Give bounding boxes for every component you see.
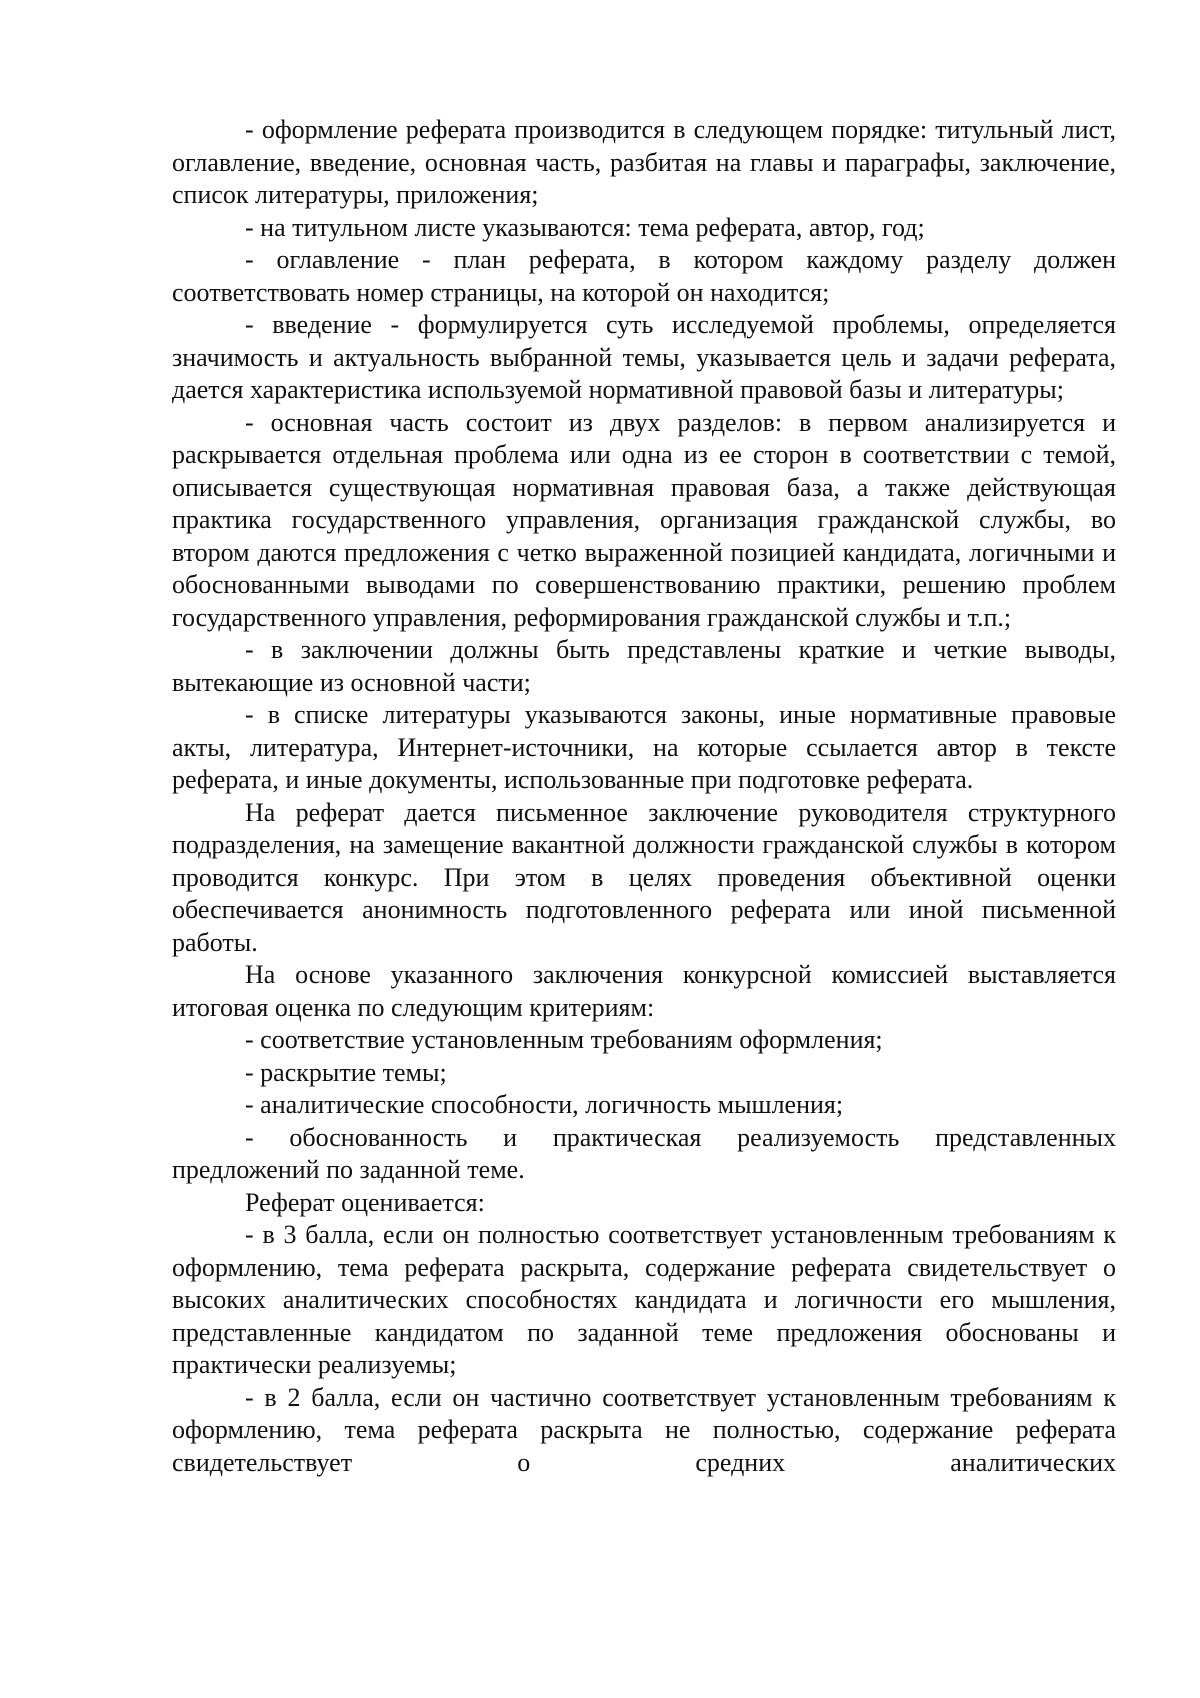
paragraph-criteria-intro: На основе указанного заключения конкурсной комиссией выставляется итоговая оценка по следующим критериям: (172, 960, 1116, 1022)
document-page (172, 114, 1116, 1479)
paragraph-evaluation-intro: Реферат оценивается: (245, 1187, 485, 1217)
paragraph-formatting-order: - оформление реферата производится в следующем порядке: титульный лист, оглавление, введение, основная часть, разбитая на главы и параграфы, заключение, список литературы, приложения; (172, 115, 1116, 209)
paragraph-introduction: - введение - формулируется суть исследуемой проблемы, определяется значимость и актуальность выбранной темы, указывается цель и задачи реферата, дается характеристика используемой нормативной правовой базы и литературы; (172, 310, 1116, 404)
paragraph-score-3: - в 3 балла, если он полностью соответствует установленным требованиям к оформлению, тема реферата раскрыта, содержание реферата свидетельствует о высоких аналитических способностях кандидата и логичности его мышления, представленные кандидатом по заданной теме предложения обоснованы и практически реализуемы; (172, 1220, 1116, 1379)
paragraph-score-2: - в 2 балла, если он частично соответствует установленным требованиям к оформлению, тема реферата раскрыта не полностью, содержание реферата свидетельствует о средних аналитических (172, 1382, 1116, 1477)
paragraph-table-of-contents: - оглавление - план реферата, в котором каждому разделу должен соответствовать номер страницы, на которой он находится; (172, 245, 1116, 307)
paragraph-review: На реферат дается письменное заключение руководителя структурного подразделения, на замещение вакантной должности гражданской службы в котором проводится конкурс. При этом в целях проведения объективной оценки обеспечивается анонимность подготовленного реферата или иной письменной работы. (172, 797, 1116, 957)
paragraph-title-page: - на титульном листе указываются: тема реферата, автор, год; (245, 212, 925, 242)
paragraph-criterion-formatting: - соответствие установленным требованиям оформления; (245, 1025, 883, 1054)
paragraph-criterion-topic: - раскрытие темы; (245, 1057, 447, 1087)
paragraph-main-part: - основная часть состоит из двух разделов: в первом анализируется и раскрывается отдельная проблема или одна из ее сторон в соответствии с темой, описывается существующая нормативная правовая база, а также действующая практика государственного управления, организация гражданской службы, во втором даются предложения с четко выраженной позицией кандидата, логичными и обоснованными выводами по совершенствованию практики, решению проблем государственного управления, реформирования гражданской службы и т.п.; (172, 407, 1116, 632)
paragraph-criterion-analytics: - аналитические способности, логичность мышления; (245, 1090, 844, 1119)
paragraph-criterion-validity: - обоснованность и практическая реализуемость представленных предложений по заданной теме. (172, 1122, 1116, 1184)
paragraph-bibliography: - в списке литературы указываются законы, иные нормативные правовые акты, литература, Интернет-источники, на которые ссылается автор в тексте реферата, и иные документы, использованные при подготовке реферата. (172, 700, 1116, 794)
paragraph-conclusion: - в заключении должны быть представлены краткие и четкие выводы, вытекающие из основной части; (172, 635, 1116, 697)
